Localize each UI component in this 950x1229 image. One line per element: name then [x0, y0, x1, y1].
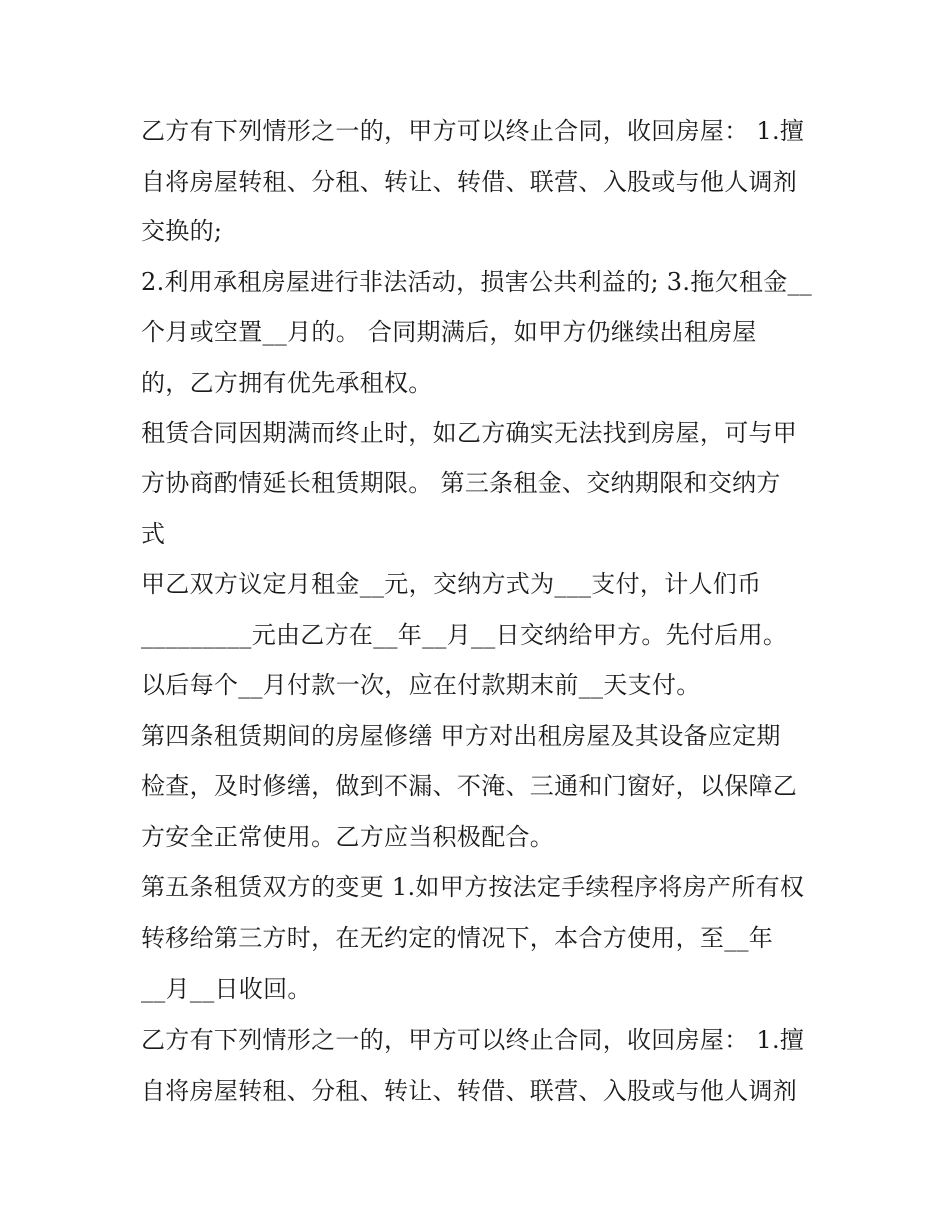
text-line: 乙方有下列情形之一的，甲方可以终止合同，收回房屋： 1.擅 [141, 117, 805, 145]
text-line: 乙方有下列情形之一的，甲方可以终止合同，收回房屋： 1.擅 [141, 1026, 805, 1054]
text-line: 自将房屋转租、分租、转让、转借、联营、入股或与他人调剂 [141, 168, 798, 196]
text-line: 个月或空置__月的。 合同期满后，如甲方仍继续出租房屋 [141, 318, 757, 346]
text-line: 方安全正常使用。乙方应当积极配合。 [141, 823, 555, 851]
text-line: 第四条租赁期间的房屋修缮 甲方对出租房屋及其设备应定期 [141, 722, 781, 750]
text-line: _________元由乙方在__年__月__日交纳给甲方。先付后用。 [141, 621, 788, 649]
text-line: 第五条租赁双方的变更 1.如甲方按法定手续程序将房产所有权 [141, 873, 805, 901]
text-line: 交换的; [141, 217, 223, 245]
text-line: 式 [141, 520, 166, 548]
text-line: 检查，及时修缮，做到不漏、不淹、三通和门窗好，以保障乙 [141, 772, 798, 800]
text-line: __月__日收回。 [141, 975, 312, 1003]
text-line: 方协商酌情延长租赁期限。 第三条租金、交纳期限和交纳方 [141, 469, 781, 497]
text-line: 以后每个__月付款一次，应在付款期末前__天支付。 [141, 671, 701, 699]
text-line: 的，乙方拥有优先承租权。 [141, 369, 433, 397]
text-line: 自将房屋转租、分租、转让、转借、联营、入股或与他人调剂 [141, 1077, 798, 1105]
text-line: 甲乙双方议定月租金__元，交纳方式为___支付，计人们币 [141, 570, 762, 598]
text-line: 租赁合同因期满而终止时，如乙方确实无法找到房屋，可与甲 [141, 419, 798, 447]
text-line: 2.利用承租房屋进行非法活动，损害公共利益的; 3.拖欠租金__ [141, 268, 813, 296]
text-line: 转移给第三方时，在无约定的情况下，本合方使用，至__年 [141, 924, 774, 952]
